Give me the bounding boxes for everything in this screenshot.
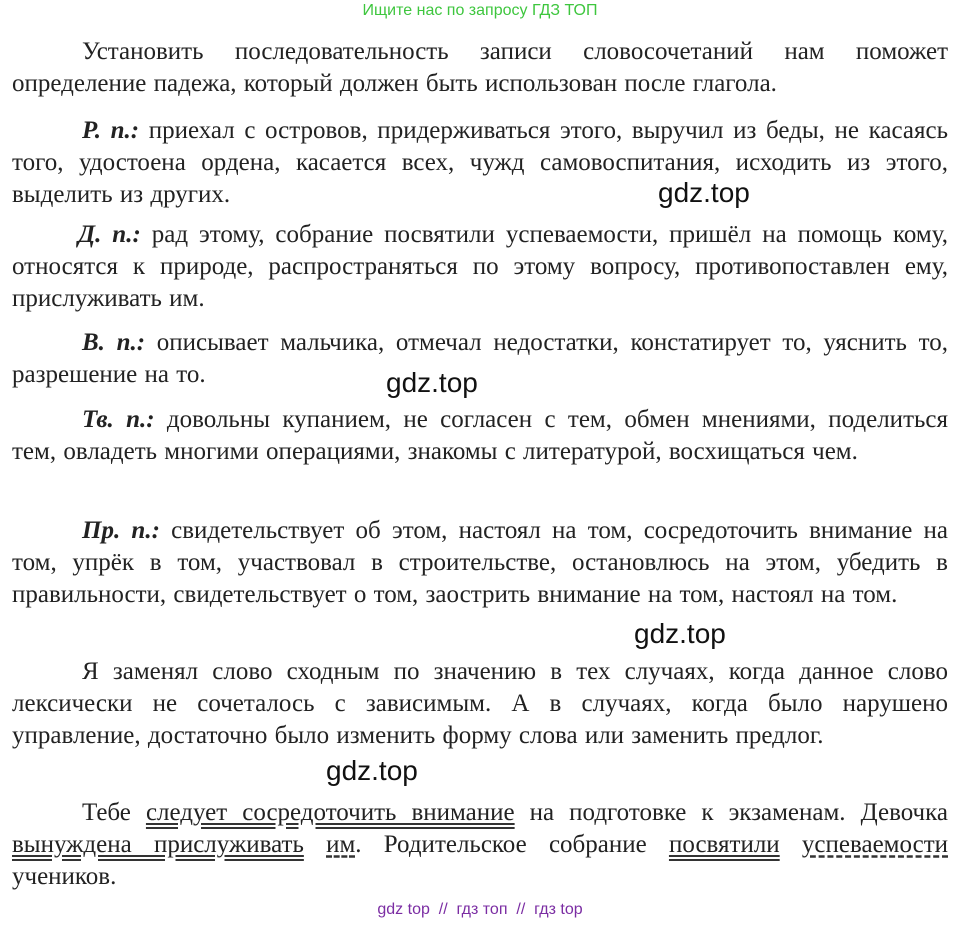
explanation-paragraph: Я заменял слово сходным по значению в тех случаях, когда данное слово лексически не сочеталось с зависимым. А в случаях, когда было нарушено управление, достаточно было изменить форму слова или заменить предлог. — [12, 658, 948, 749]
example-text: Девочка — [860, 799, 948, 826]
case-label: Тв. п.: — [82, 406, 155, 433]
intro-paragraph: Установить последовательность записи словосочетаний нам поможет определение падежа, который должен быть использован после глагола. — [12, 38, 948, 97]
case-instrumental — [12, 404, 948, 468]
case-genitive — [12, 115, 948, 211]
case-label: Пр. п.: — [82, 517, 160, 544]
case-text: рад этому, собрание посвятили успеваемости, пришёл на помощь кому, относятся к природе, распространяться по этому вопросу, противопоставлен ему, прислуживать им. — [12, 221, 948, 312]
watermark: gdz.top — [326, 755, 418, 786]
case-text: свидетельствует об этом, настоял на том, сосредоточить внимание на том, упрёк в том, участвовал в строительстве, остановлюсь на этом, убедить в правильности, свидетельствует о том, заострить внимание на том, настоял на том. — [12, 517, 948, 608]
case-dative — [12, 219, 948, 315]
footer-links: gdz top // гдз топ // гдз top — [377, 901, 583, 918]
case-label: Д. п.: — [78, 221, 141, 248]
example-text: Тебе — [82, 799, 146, 826]
case-prepositional — [12, 515, 948, 611]
underlined-phrase: им — [326, 831, 356, 858]
case-label: Р. п.: — [82, 117, 140, 144]
watermark: gdz.top — [386, 367, 478, 398]
underlined-phrase: следует сосредоточить внимание — [145, 799, 515, 826]
case-text: приехал с островов, придерживаться этого, выручил из беды, не касаясь того, удостоена ордена, касается всех, чужд самовоспитания, исходить из этого, выделить из других. — [12, 117, 948, 208]
watermark: gdz.top — [634, 618, 726, 649]
example-text — [780, 831, 802, 858]
example-text: учеников. — [12, 863, 117, 890]
underlined-phrase: успеваемости — [801, 831, 949, 858]
top-banner: Ищите нас по запросу ГДЗ ТОП — [362, 2, 598, 19]
case-accusative — [12, 327, 948, 391]
example-text — [304, 831, 326, 858]
watermark: gdz.top — [658, 177, 750, 208]
case-text: довольны купанием, не согласен с тем, обмен мнениями, поделиться тем, овладеть многими операциями, знакомы с литературой, восхищаться чем. — [12, 406, 948, 465]
example-text: на подготовке к экзаменам. — [514, 799, 846, 826]
case-label: В. п.: — [82, 329, 146, 356]
underlined-phrase: посвятили — [668, 831, 780, 858]
example-text: . Родительское собрание — [355, 831, 669, 858]
underlined-phrase: вынуждена прислуживать — [12, 831, 304, 858]
case-text: описывает мальчика, отмечал недостатки, констатирует то, уяснить то, разрешение на то. — [12, 329, 948, 388]
examples-paragraph — [12, 797, 948, 893]
